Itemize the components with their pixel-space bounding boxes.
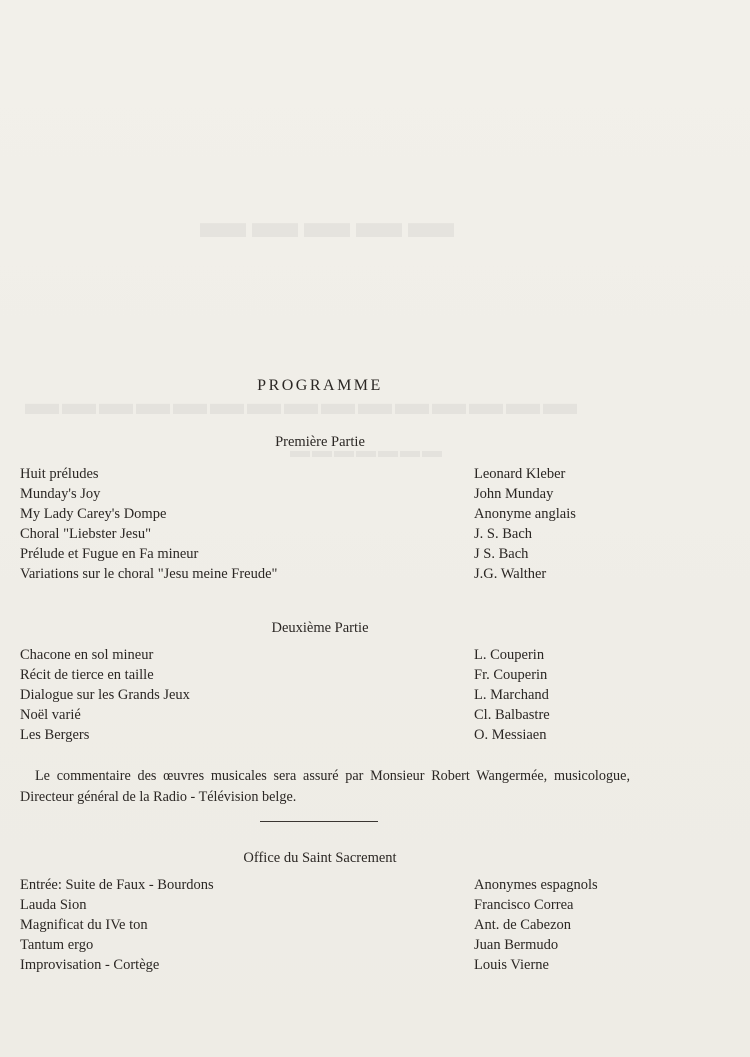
list-item <box>20 546 730 566</box>
composer-name: Ant. de Cabezon <box>474 917 572 933</box>
composer-name: Anonyme anglais <box>474 506 576 522</box>
list-item <box>20 687 730 707</box>
list-item <box>20 526 730 546</box>
list-item <box>20 506 730 526</box>
work-title: Chacone en sol mineur <box>20 647 154 663</box>
work-title: Lauda Sion <box>20 897 87 913</box>
work-title: Tantum ergo <box>20 937 94 953</box>
list-item <box>20 937 730 957</box>
composer-name: O. Messiaen <box>474 727 547 743</box>
composer-name: Louis Vierne <box>474 957 549 973</box>
composer-name: Fr. Couperin <box>474 667 548 683</box>
programme-title: PROGRAMME <box>257 377 383 394</box>
list-item <box>20 466 730 486</box>
list-item <box>20 707 730 727</box>
work-title: Prélude et Fugue en Fa mineur <box>20 546 199 562</box>
work-title: My Lady Carey's Dompe <box>20 506 167 522</box>
show-through-decoration <box>200 195 460 248</box>
work-title: Huit préludes <box>20 466 99 482</box>
work-title: Noël varié <box>20 707 81 723</box>
work-title: Magnificat du IVe ton <box>20 917 148 933</box>
list-item <box>20 877 730 897</box>
work-title: Entrée: Suite de Faux - Bourdons <box>20 877 214 893</box>
composer-name: L. Couperin <box>474 647 545 663</box>
composer-name: John Munday <box>474 486 554 502</box>
section-divider <box>260 821 378 822</box>
list-item <box>20 957 730 977</box>
part-one-title: Première Partie <box>275 434 365 450</box>
work-title: Choral "Liebster Jesu" <box>20 526 152 542</box>
work-title: Récit de tierce en taille <box>20 667 154 683</box>
list-item <box>20 917 730 937</box>
list-item <box>20 897 730 917</box>
composer-name: L. Marchand <box>474 687 549 703</box>
composer-name: J. S. Bach <box>474 526 532 542</box>
part-two-title: Deuxième Partie <box>271 620 369 636</box>
work-title: Munday's Joy <box>20 486 101 502</box>
work-title: Variations sur le choral "Jesu meine Freude" <box>20 566 278 582</box>
composer-name: J S. Bach <box>474 546 529 562</box>
office-title: Office du Saint Sacrement <box>243 850 397 866</box>
list-item <box>20 566 730 586</box>
composer-name: Cl. Balbastre <box>474 707 550 723</box>
list-item <box>20 486 730 506</box>
composer-name: Leonard Kleber <box>474 466 566 482</box>
composer-name: Anonymes espagnols <box>474 877 598 893</box>
composer-name: Francisco Correa <box>474 897 574 913</box>
list-item <box>20 647 730 667</box>
composer-name: J.G. Walther <box>474 566 547 582</box>
work-title: Les Bergers <box>20 727 90 743</box>
composer-name: Juan Bermudo <box>474 937 559 953</box>
commentary-paragraph: Le commentaire des œuvres musicales sera assuré par Monsieur Robert Wangermée, musicologue, Directeur général de la Radio - Télévision belge. <box>20 768 630 805</box>
list-item <box>20 727 730 747</box>
work-title: Improvisation - Cortège <box>20 957 160 973</box>
work-title: Dialogue sur les Grands Jeux <box>20 687 190 703</box>
list-item <box>20 667 730 687</box>
